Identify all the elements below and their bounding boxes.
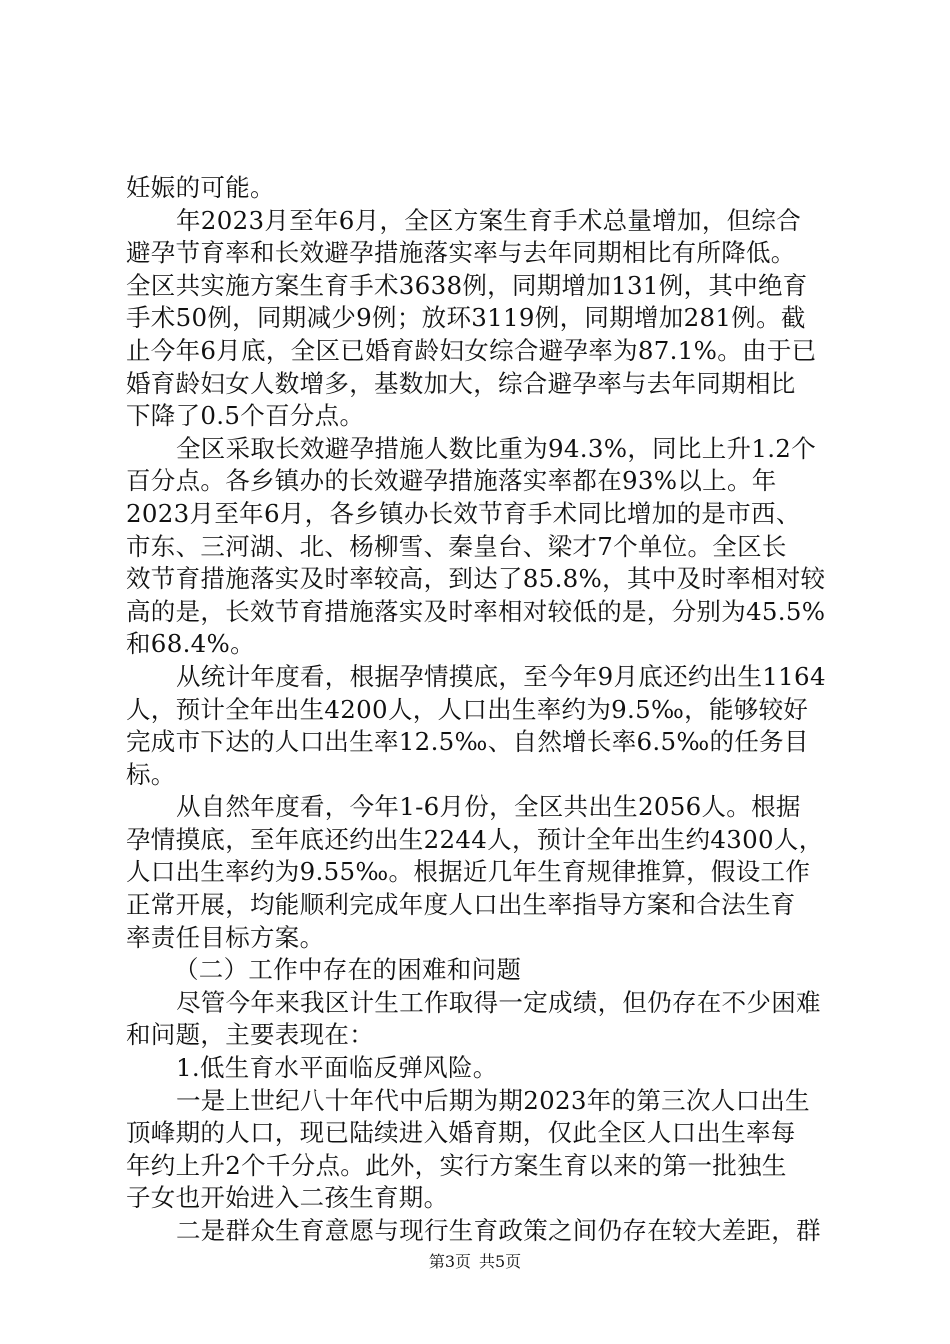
paragraph-start-line: 二是群众生育意愿与现行生育政策之间仍存在较大差距，群 (176, 1216, 821, 1245)
page-total: 共5页 (479, 1252, 522, 1271)
text-line: 止今年6月底，全区已婚育龄妇女综合避孕率为87.1%。由于已 (126, 335, 817, 365)
page-footer (0, 1252, 950, 1272)
text-line: 百分点。各乡镇办的长效避孕措施落实率都在93%以上。年 (126, 466, 777, 496)
paragraph-start-line: 尽管今年来我区计生工作取得一定成绩，但仍存在不少困难 (176, 987, 821, 1017)
text-line: 人，预计全年出生4200人，人口出生率约为9.5‰，能够较好 (126, 694, 809, 724)
text-line: 标。 (126, 759, 176, 789)
document-body (126, 172, 832, 1248)
text-line: 孕情摸底，至年底还约出生2244人，预计全年出生约4300人， (126, 824, 824, 854)
text-line: 手术50例，同期减少9例；放环3119例，同期增加281例。截 (126, 303, 806, 333)
paragraph-start-line: 一是上世纪八十年代中后期为期2023年的第三次人口出生 (176, 1085, 810, 1115)
text-line: 全区共实施方案生育手术3638例，同期增加131例，其中绝育 (126, 270, 808, 300)
paragraph-start-line: 从统计年度看，根据孕情摸底，至今年9月底还约出生1164 (176, 661, 826, 691)
text-line: 人口出生率约为9.55‰。根据近几年生育规律推算，假设工作 (126, 857, 811, 887)
text-line: 顶峰期的人口，现已陆续进入婚育期，仅此全区人口出生率每 (126, 1118, 796, 1148)
text-line: 2023月至年6月，各乡镇办长效节育手术同比增加的是市西、 (126, 498, 801, 528)
text-line: 高的是，长效节育措施落实及时率相对较低的是，分别为45.5% (126, 596, 826, 626)
text-line: 子女也开始进入二孩生育期。 (126, 1183, 449, 1213)
page-number: 第3页 (428, 1252, 471, 1271)
text-line: 和问题，主要表现在： (126, 1020, 374, 1050)
paragraph-start-line: 从自然年度看，今年1-6月份，全区共出生2056人。根据 (176, 792, 801, 822)
text-line: 避孕节育率和长效避孕措施落实率与去年同期相比有所降低。 (126, 238, 796, 268)
section-heading: （二）工作中存在的困难和问题 (174, 955, 522, 985)
text-line: 妊娠的可能。 (126, 173, 275, 202)
text-line: 下降了0.5个百分点。 (126, 401, 365, 431)
subsection-heading: 1.低生育水平面临反弹风险。 (176, 1053, 498, 1083)
text-line: 年约上升2个千分点。此外，实行方案生育以来的第一批独生 (126, 1150, 787, 1180)
text-line: 市东、三河湖、北、杨柳雪、秦皇台、梁才7个单位。全区长 (126, 531, 787, 561)
text-line: 率责任目标方案。 (126, 922, 325, 952)
text-line: 婚育龄妇女人数增多，基数加大，综合避孕率与去年同期相比 (126, 368, 796, 398)
text-line: 完成市下达的人口出生率12.5‰、自然增长率6.5‰的任务目 (126, 727, 809, 757)
text-line: 正常开展，均能顺利完成年度人口出生率指导方案和合法生育 (126, 890, 796, 920)
paragraph-start-line: 年2023月至年6月，全区方案生育手术总量增加，但综合 (176, 205, 802, 235)
paragraph-start-line: 全区采取长效避孕措施人数比重为94.3%，同比上升1.2个 (176, 433, 816, 463)
text-line: 和68.4%。 (126, 629, 255, 659)
text-line: 效节育措施落实及时率较高，到达了85.8%，其中及时率相对较 (126, 564, 826, 594)
